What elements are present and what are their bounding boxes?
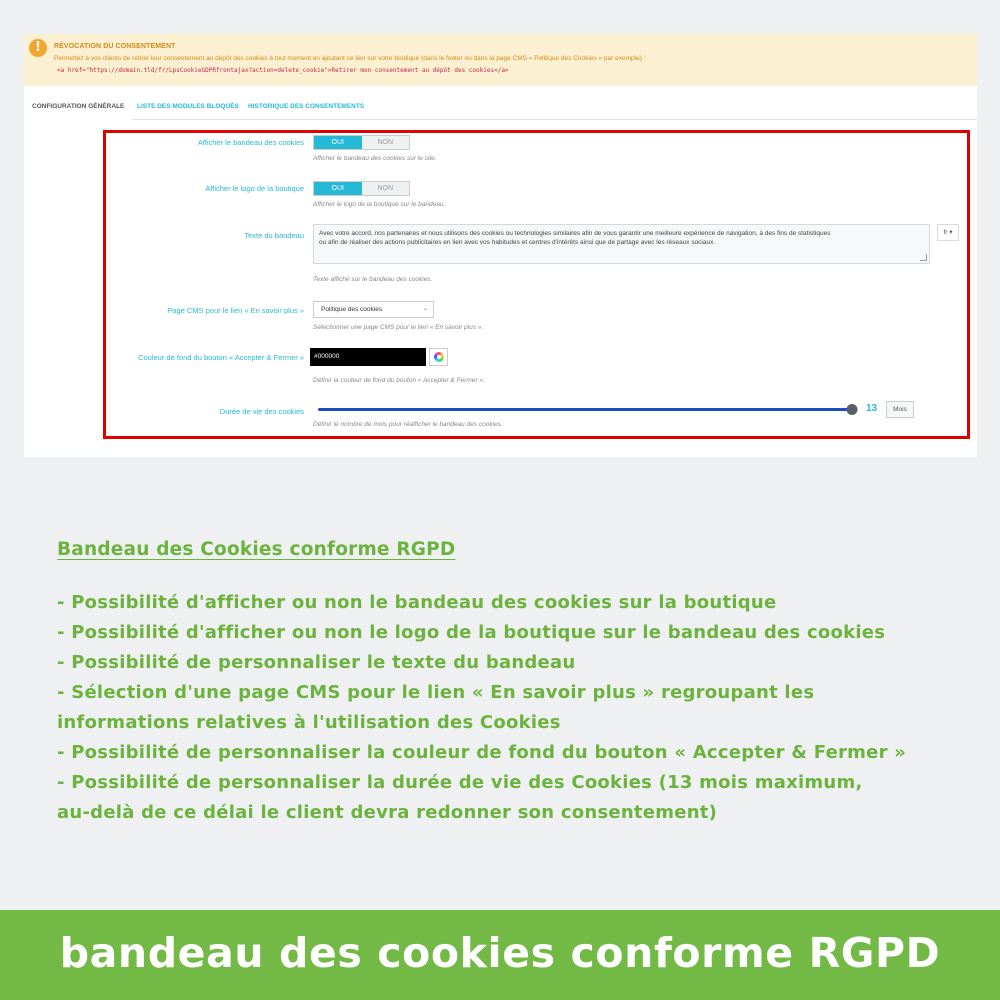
show-banner-label: Afficher le bandeau des cookies bbox=[197, 138, 304, 147]
cms-page-selected: Politique des cookies bbox=[321, 306, 383, 313]
tab-consent-history[interactable]: HISTORIQUE DES CONSENTEMENTS bbox=[248, 103, 365, 110]
lifetime-unit-button[interactable]: Mois bbox=[886, 401, 914, 418]
show-banner-no[interactable]: NON bbox=[362, 136, 410, 149]
footer-banner bbox=[0, 910, 1000, 1000]
show-logo-no[interactable]: NON bbox=[362, 182, 410, 195]
cms-page-label: Page CMS pour le lien « En savoir plus » bbox=[167, 306, 304, 315]
tab-general-config[interactable]: CONFIGURATION GÉNÉRALE bbox=[24, 94, 132, 120]
show-logo-yes[interactable]: OUI bbox=[314, 182, 362, 195]
feature-list bbox=[57, 588, 957, 828]
cms-page-select[interactable] bbox=[313, 301, 434, 318]
banner-text-label: Texte du bandeau bbox=[244, 231, 304, 240]
button-color-label: Couleur de fond du bouton « Accepter & Fermer » bbox=[138, 353, 304, 362]
lifetime-slider[interactable] bbox=[318, 408, 852, 411]
alert-text: Permettez à vos clients de retirer leur consentement au dépôt des cookies à tout moment en ajoutant ce lien sur votre boutique (dans le footer ou dans la page CMS « Politique des Cookies » par exemple) : bbox=[54, 55, 646, 62]
tab-blocked-modules[interactable]: LISTE DES MODULES BLOQUÉS bbox=[137, 103, 239, 110]
list-item: - Possibilité de personnaliser la couleur de fond du bouton « Accepter & Fermer » bbox=[57, 742, 907, 763]
lifetime-slider-thumb[interactable] bbox=[847, 404, 858, 415]
language-dropdown[interactable]: fr ▾ bbox=[937, 224, 959, 241]
button-color-input[interactable]: #000000 bbox=[310, 348, 426, 366]
show-banner-yes[interactable]: OUI bbox=[314, 136, 362, 149]
lifetime-label: Durée de vie des cookies bbox=[219, 407, 304, 416]
show-logo-help: Afficher le logo de la boutique sur le bandeau. bbox=[313, 201, 446, 208]
show-logo-label: Afficher le logo de la boutique bbox=[205, 184, 304, 193]
list-item: - Possibilité de personnaliser le texte du bandeau bbox=[57, 652, 576, 673]
alert-title: RÉVOCATION DU CONSENTEMENT bbox=[54, 43, 176, 50]
highlight-frame bbox=[103, 130, 970, 439]
show-banner-help: Afficher le bandeau des cookies sur le site. bbox=[313, 155, 437, 162]
banner-text-line-1: Avec votre accord, nos partenaires et nous utilisons des cookies ou technologies similaires afin de vous garantir une meilleure expérience de navigation, à des fins de statistiques bbox=[319, 230, 831, 237]
list-item: - Possibilité de personnaliser la durée de vie des Cookies (13 mois maximum, bbox=[57, 772, 863, 793]
banner-text-help: Texte affiché sur le bandeau des cookies. bbox=[313, 276, 433, 283]
show-banner-switch[interactable] bbox=[313, 135, 410, 150]
consent-revocation-alert bbox=[24, 34, 977, 86]
show-logo-switch[interactable] bbox=[313, 181, 410, 196]
list-item: au-delà de ce délai le client devra redonner son consentement) bbox=[57, 802, 718, 823]
footer-title: bandeau des cookies conforme RGPD bbox=[59, 929, 941, 977]
button-color-help: Définir la couleur de fond du bouton « Accepter & Fermer ». bbox=[313, 377, 485, 384]
banner-text-textarea[interactable] bbox=[313, 224, 930, 264]
alert-code-snippet: <a href="https://domain.tld/fr/LpsCookieGDPRfrontajax?action=delete_cookie">Retirer mon consentement au dépôt des cookies</a> bbox=[57, 67, 509, 74]
list-item: - Possibilité d'afficher ou non le logo de la boutique sur le bandeau des cookies bbox=[57, 622, 886, 643]
list-item: - Sélection d'une page CMS pour le lien « En savoir plus » regroupant les bbox=[57, 682, 815, 703]
lifetime-slider-fill bbox=[318, 408, 852, 411]
color-wheel-icon bbox=[434, 352, 444, 362]
color-picker-button[interactable] bbox=[429, 348, 448, 366]
resize-handle-icon[interactable] bbox=[920, 254, 927, 261]
exclamation-icon: ! bbox=[29, 39, 47, 57]
cms-page-help: Sélectionner une page CMS pour le lien « En savoir plus ». bbox=[313, 324, 484, 331]
lifetime-help: Définir le nombre de mois pour réafficher le bandeau des cookies. bbox=[313, 421, 503, 428]
module-config-panel bbox=[24, 34, 977, 457]
chevron-down-icon: ⌄ bbox=[422, 306, 428, 312]
list-item: - Possibilité d'afficher ou non le bandeau des cookies sur la boutique bbox=[57, 592, 777, 613]
tab-bar bbox=[24, 94, 977, 120]
lifetime-value: 13 bbox=[866, 403, 878, 414]
banner-text-line-2: ou afin de réaliser des actions publicitaires en lien avec vos habitudes et centres d'intérêts ainsi que de partage avec les réseaux sociaux. bbox=[319, 239, 716, 246]
list-item: informations relatives à l'utilisation des Cookies bbox=[57, 712, 561, 733]
description-heading: Bandeau des Cookies conforme RGPD bbox=[57, 539, 456, 560]
feature-description bbox=[57, 539, 957, 828]
